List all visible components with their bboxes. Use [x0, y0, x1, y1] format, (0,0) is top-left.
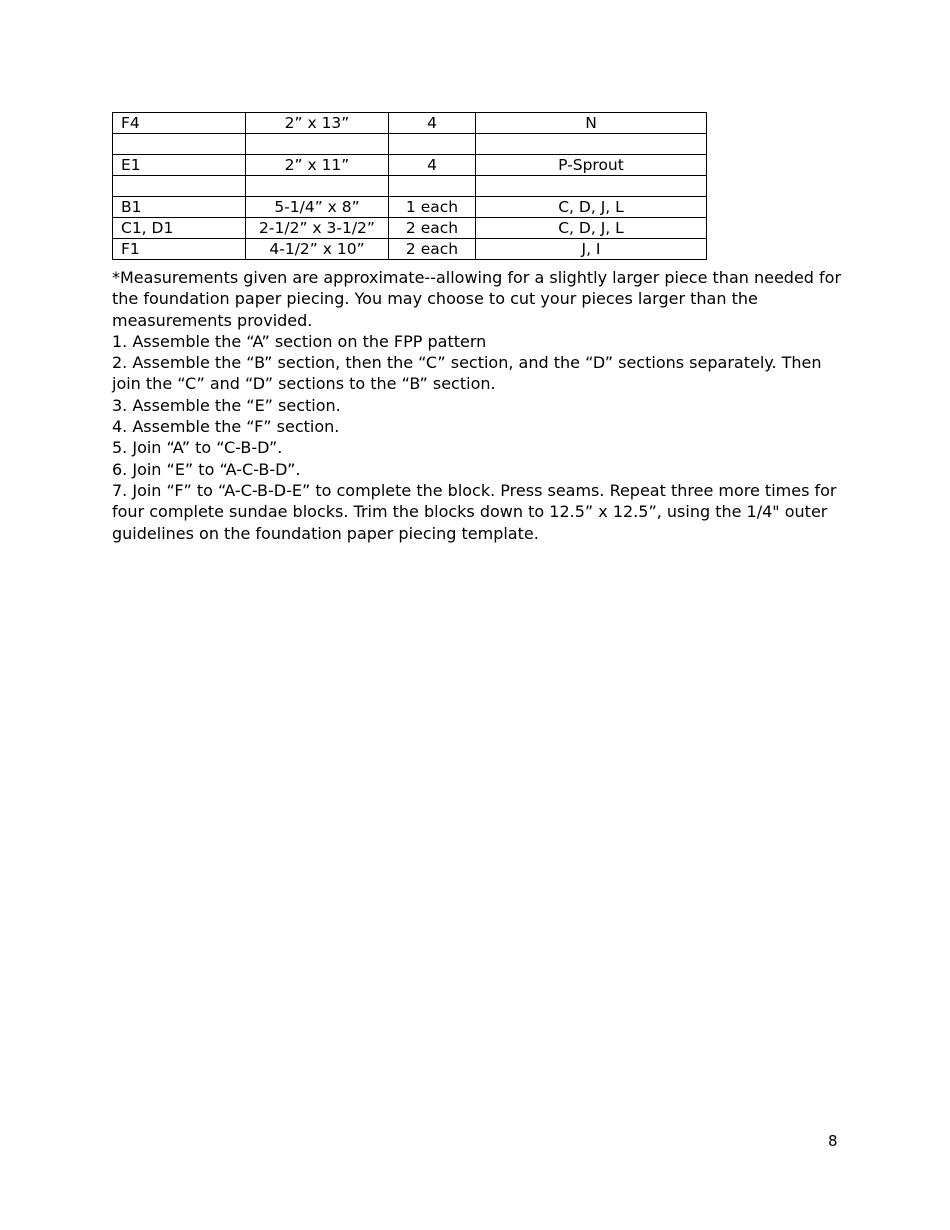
table-cell-piece: C1, D1 [113, 218, 246, 239]
table-cell-piece: F1 [113, 239, 246, 260]
table-cell-quantity: 4 [389, 155, 476, 176]
step-item: 3. Assemble the “E” section. [112, 395, 341, 415]
table-row [113, 134, 707, 155]
table-cell-piece [113, 134, 246, 155]
step-item: 5. Join “A” to “C-B-D”. [112, 438, 283, 458]
step-item: 2. Assemble the “B” section, then the “C” section, and the “D” sections separately. Then join the “C” and “D” sections to the “B” section. [112, 353, 822, 394]
table-row [113, 113, 707, 134]
table-cell-quantity: 4 [389, 113, 476, 134]
table-cell-piece: B1 [113, 197, 246, 218]
table-row [113, 218, 707, 239]
cutting-table [112, 112, 707, 260]
table-row [113, 155, 707, 176]
table-cell-fabric [476, 176, 707, 197]
table-cell-quantity: 1 each [389, 197, 476, 218]
measurement-note: *Measurements given are approximate--allowing for a slightly larger piece than needed for the foundation paper piecing. You may choose to cut your pieces larger than the measurements provided. [112, 268, 842, 330]
table-cell-fabric: N [476, 113, 707, 134]
table-cell-piece [113, 176, 246, 197]
table-cell-fabric: P-Sprout [476, 155, 707, 176]
table-cell-size: 5-1/4” x 8” [246, 197, 389, 218]
table-cell-size: 2” x 11” [246, 155, 389, 176]
step-item: 7. Join “F” to “A-C-B-D-E” to complete the block. Press seams. Repeat three more times for four complete sundae blocks. Trim the blocks down to 12.5” x 12.5”, using the 1/4" outer guidelines on the foundation paper piecing template. [112, 480, 837, 543]
table-cell-size [246, 176, 389, 197]
step-item: 6. Join “E” to “A-C-B-D”. [112, 459, 301, 479]
table-cell-fabric: C, D, J, L [476, 218, 707, 239]
instructions [112, 267, 842, 544]
table-cell-quantity [389, 134, 476, 155]
table-cell-size: 2-1/2” x 3-1/2” [246, 218, 389, 239]
table-row [113, 239, 707, 260]
table-cell-size: 2” x 13” [246, 113, 389, 134]
table-cell-fabric [476, 134, 707, 155]
table-cell-size [246, 134, 389, 155]
table-cell-quantity: 2 each [389, 218, 476, 239]
table-cell-quantity: 2 each [389, 239, 476, 260]
table-cell-fabric: C, D, J, L [476, 197, 707, 218]
step-item: 1. Assemble the “A” section on the FPP pattern [112, 331, 487, 351]
step-item: 4. Assemble the “F” section. [112, 417, 340, 437]
table-cell-quantity [389, 176, 476, 197]
table-row [113, 197, 707, 218]
table-row [113, 176, 707, 197]
table-cell-piece: E1 [113, 155, 246, 176]
table-cell-piece: F4 [113, 113, 246, 134]
table-cell-size: 4-1/2” x 10” [246, 239, 389, 260]
table-cell-fabric: J, I [476, 239, 707, 260]
page-number: 8 [828, 1132, 838, 1150]
